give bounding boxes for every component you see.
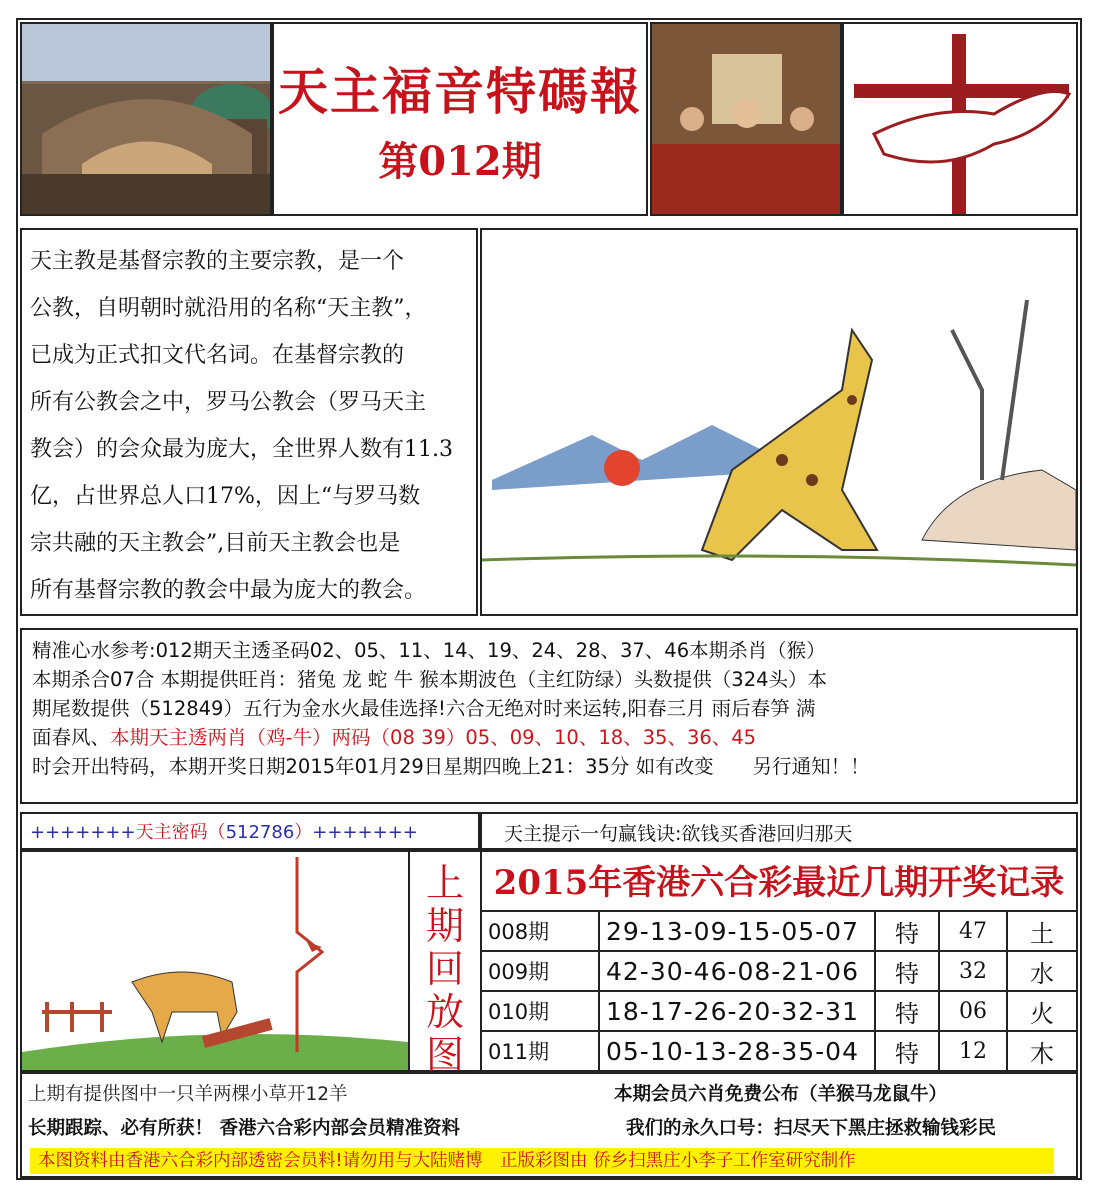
replay-char: 上 [425, 861, 464, 905]
secret-code: 512786 [225, 822, 295, 843]
intro-line: 所有公教会之中，罗马公教会（罗马天主 [30, 390, 427, 415]
cross-dove-image [842, 22, 1078, 216]
intro-line: 天主教是基督宗教的主要宗教，是一个 [30, 249, 405, 274]
intro-line: 已成为正式扣文代名词。在基督宗教的 [30, 343, 405, 368]
records-table [480, 910, 1078, 1072]
intro-line: 教会）的会众最为庞大，全世界人数有11.3 [30, 437, 453, 462]
element-cell: 水 [1007, 951, 1077, 991]
numbers-cell: 18-17-26-20-32-31 [599, 991, 875, 1031]
issue-cell: 008期 [481, 911, 599, 951]
footer-right-1: 本期会员六肖免费公布（羊猴马龙鼠牛） [614, 1084, 948, 1105]
last-supper-illustration [652, 24, 842, 216]
goat-image [20, 850, 410, 1072]
info-line: 期尾数提供（512849）五行为金水火最佳选择!六合无绝对时来运转,阳春三月 雨后春笋 满 [32, 697, 816, 720]
records-title: 2015年香港六合彩最近几期开奖记录 [493, 863, 1065, 903]
secret-code-bar [20, 812, 480, 850]
header-title-box [272, 22, 648, 216]
element-cell: 木 [1007, 1031, 1077, 1071]
info-line [32, 723, 1066, 752]
info-block [20, 628, 1078, 804]
numbers-cell: 42-30-46-08-21-06 [599, 951, 875, 991]
special-cell: 12 [939, 1031, 1007, 1071]
info-line: 时会开出特码，本期开奖日期2015年01月29日星期四晚上21：35分 如有改变 另行通知！！ [32, 755, 870, 778]
table-row [481, 951, 1077, 991]
te-cell: 特 [875, 911, 939, 951]
info-highlight-text: 本期天主透两肖（鸡-牛）两码（08 39）05、09、10、18、35、36、45 [110, 726, 757, 749]
plus-prefix: +++++++ [30, 822, 136, 843]
intro-line: 宗共融的天主教会”,目前天主教会也是 [30, 531, 401, 556]
te-cell: 特 [875, 1031, 939, 1071]
special-cell: 06 [939, 991, 1007, 1031]
replay-char: 图 [425, 1033, 464, 1077]
table-row [481, 991, 1077, 1031]
replay-label [410, 850, 480, 1077]
replay-char: 期 [425, 904, 464, 948]
element-cell: 火 [1007, 991, 1077, 1031]
footer-left-2: 长期跟踪、必有所获！ 香港六合彩内部会员精准资料 [28, 1118, 460, 1139]
intro-line: 所有基督宗教的教会中最为庞大的教会。 [30, 578, 427, 603]
element-cell: 土 [1007, 911, 1077, 951]
info-text: 面春风、 [32, 726, 111, 749]
replay-char: 回 [425, 947, 464, 991]
records-title-box [480, 850, 1078, 912]
te-cell: 特 [875, 991, 939, 1031]
info-line: 本期杀合07合 本期提供旺肖：猪兔 龙 蛇 牛 猴本期波色（主红防绿）头数提供（324头）本 [32, 668, 828, 691]
special-cell: 47 [939, 911, 1007, 951]
issue-number: 第012期 [378, 138, 542, 185]
secret-code-label: 天主密码（ [135, 822, 226, 843]
footer-left-1: 上期有提供图中一只羊两棵小草开12羊 [28, 1084, 348, 1105]
plus-suffix: +++++++ [312, 822, 418, 843]
numbers-cell: 05-10-13-28-35-04 [599, 1031, 875, 1071]
table-row [481, 911, 1077, 951]
intro-line: 公教，自明朝时就沿用的名称“天主教”， [30, 296, 427, 321]
last-supper-image [650, 22, 842, 216]
cathedral-illustration [22, 24, 272, 216]
intro-text [20, 228, 478, 616]
intro-line: 亿，占世界总人口17%，因上“与罗马数 [30, 484, 421, 509]
special-cell: 32 [939, 951, 1007, 991]
issue-cell: 009期 [481, 951, 599, 991]
replay-char: 放 [425, 990, 464, 1034]
footer-banner: 本图资料由香港六合彩内部透密会员料!请勿用与大陆赌博 正版彩图由 侨乡扫黑庄小李子工作室研究制作 [30, 1148, 1054, 1174]
giraffe-illustration [482, 230, 1076, 614]
goat-illustration [22, 852, 408, 1070]
giraffe-image [480, 228, 1078, 616]
secret-code-label-end: ） [294, 822, 313, 843]
numbers-cell: 29-13-09-15-05-07 [599, 911, 875, 951]
page-title: 天主福音特碼報 [278, 62, 642, 121]
hint-text: 天主提示一句赢钱诀:欲钱买香港回归那天 [504, 823, 853, 845]
footer-right-2: 我们的永久口号：扫尽天下黑庄拯救输钱彩民 [626, 1118, 997, 1139]
table-row [481, 1031, 1077, 1071]
issue-cell: 011期 [481, 1031, 599, 1071]
te-cell: 特 [875, 951, 939, 991]
footer-box [20, 1072, 1078, 1178]
issue-cell: 010期 [481, 991, 599, 1031]
cathedral-image [20, 22, 272, 216]
hint-bar [480, 812, 1078, 850]
info-line: 精准心水参考:012期天主透圣码02、05、11、14、19、24、28、37、46本期杀肖（猴） [32, 639, 826, 662]
cross-dove-illustration [844, 24, 1080, 218]
